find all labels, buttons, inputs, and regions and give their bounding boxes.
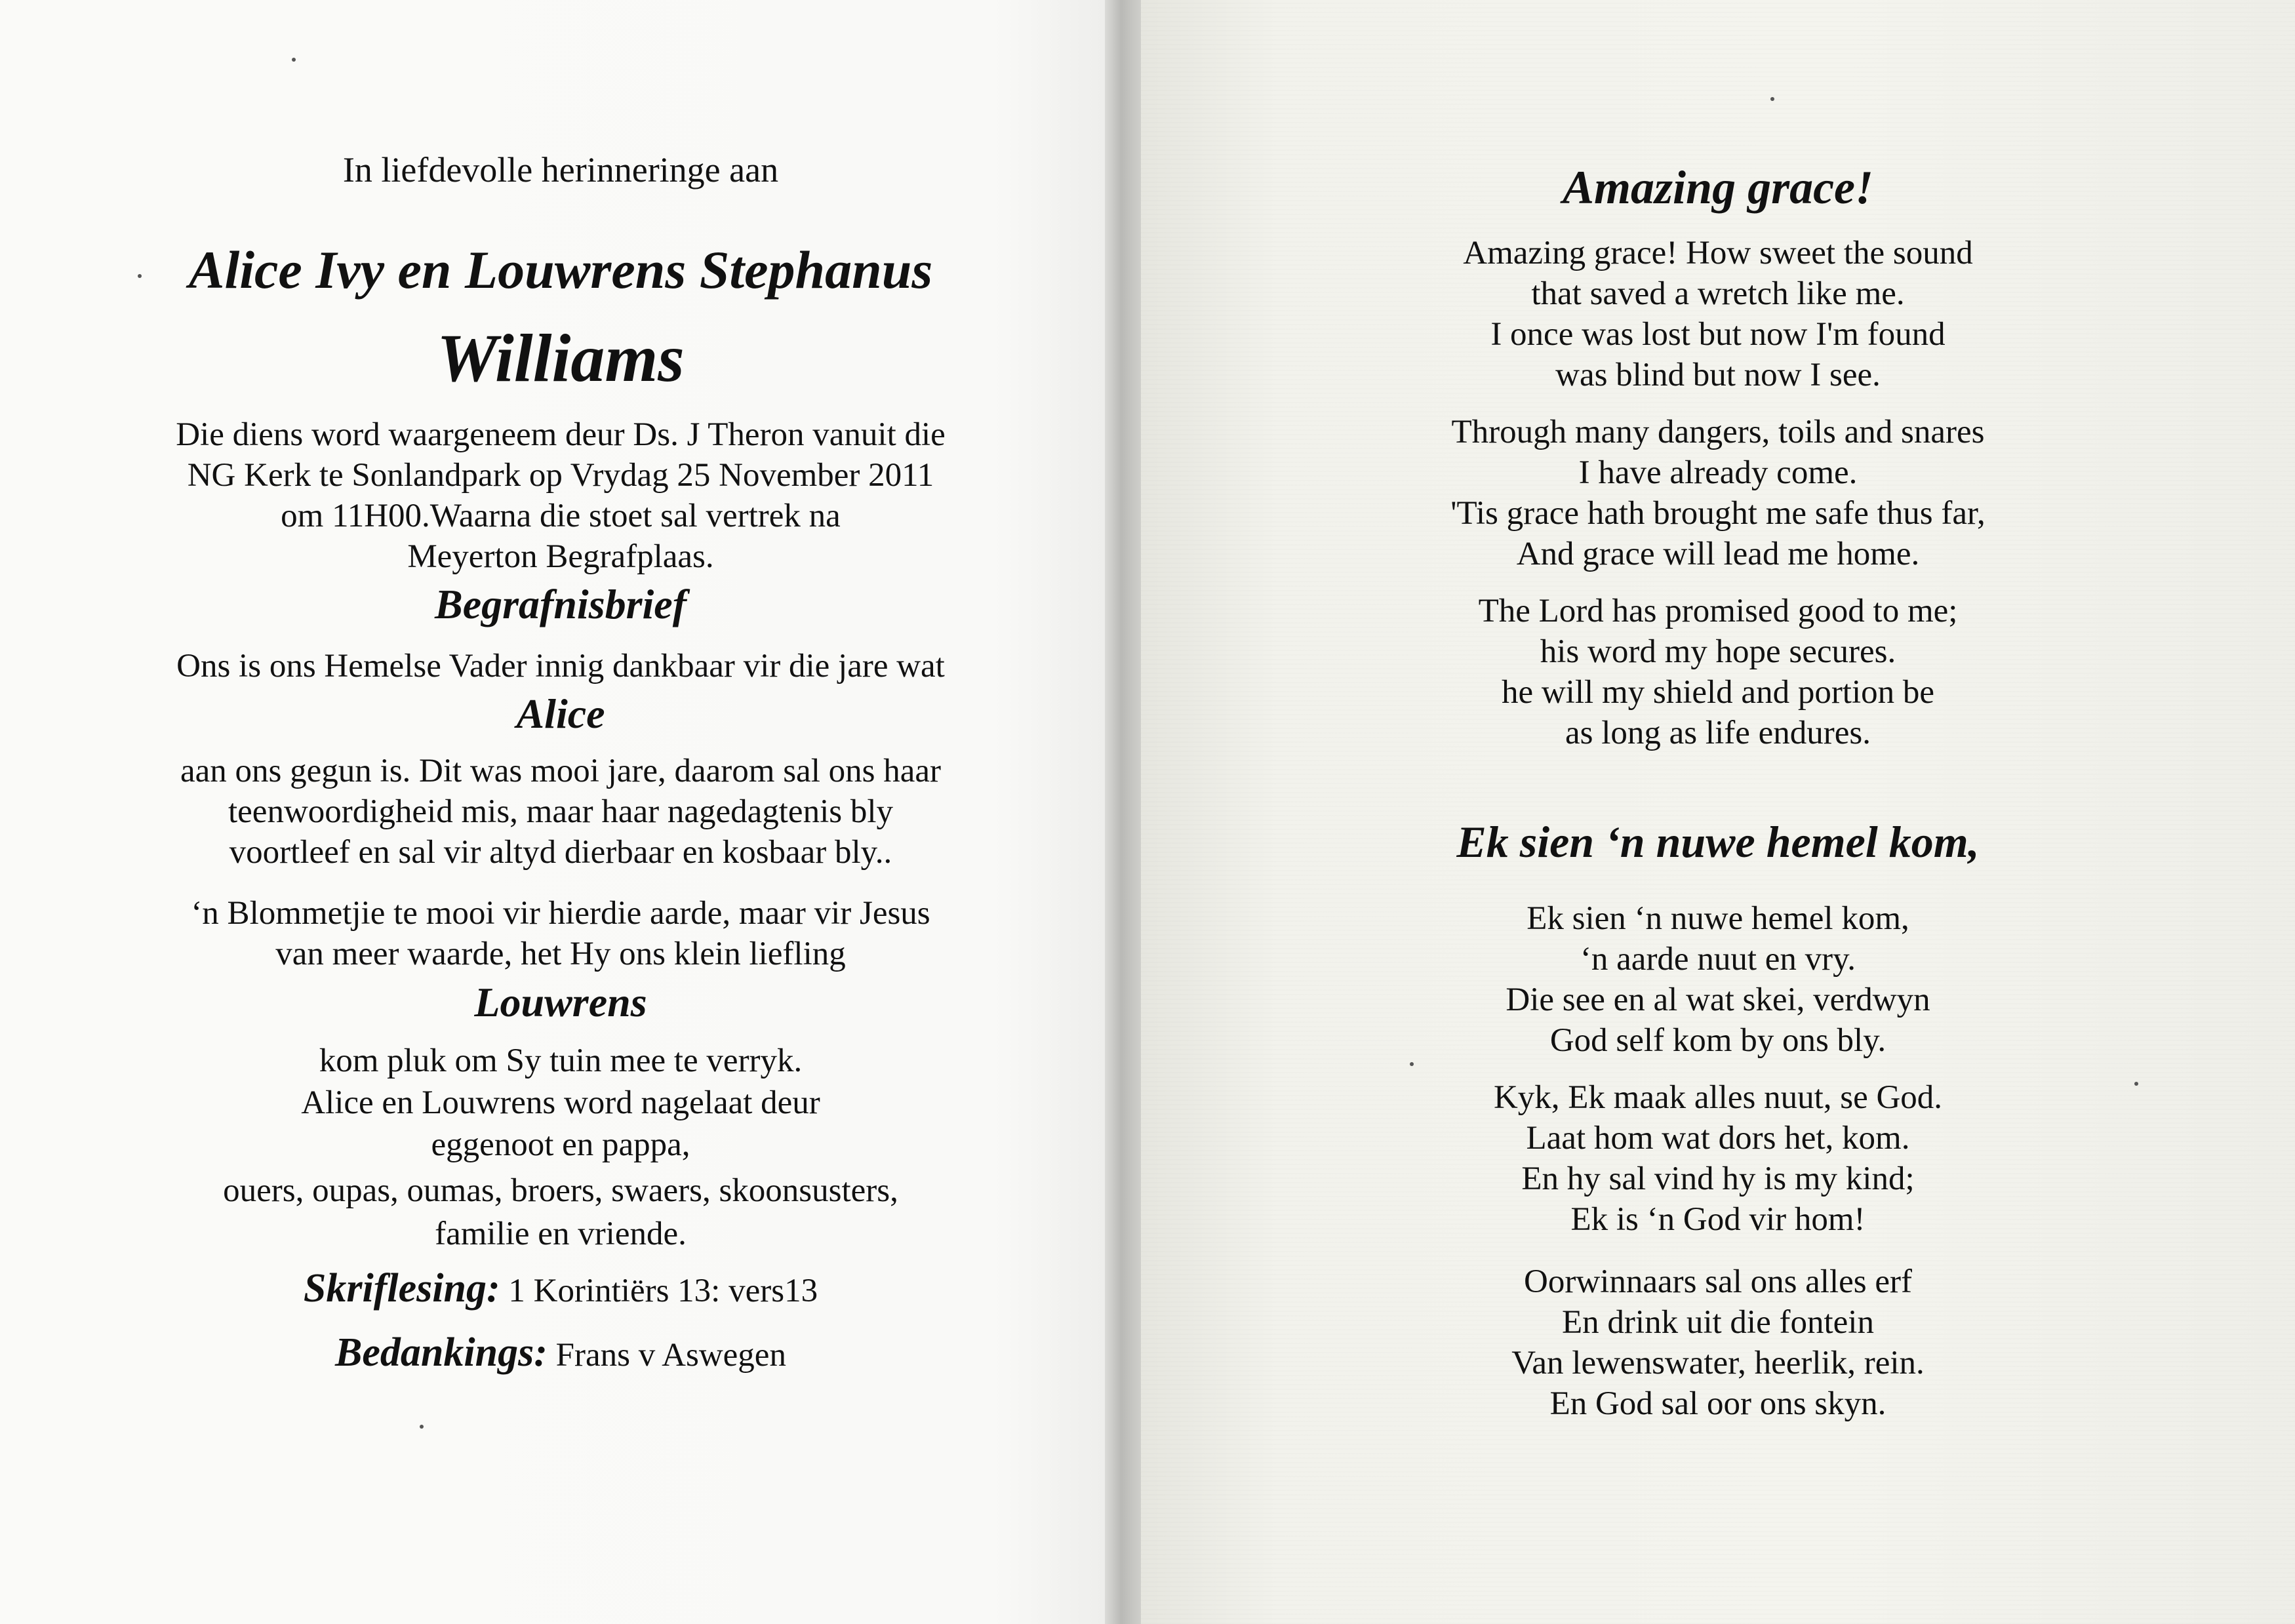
hymn-line: was blind but now I see. (1555, 357, 1881, 393)
hymn1-title: Amazing grace! (1562, 161, 1874, 214)
hymn-line: 'Tis grace hath brought me safe thus far, (1450, 495, 1986, 532)
hymn-line: that saved a wretch like me. (1531, 275, 1905, 312)
thanks-label: Bedankings: (335, 1330, 548, 1375)
hymn-line: God self kom by ons bly. (1549, 1022, 1886, 1059)
letter-line: Alice en Louwrens word nagelaat deur (301, 1084, 820, 1121)
letter-heading: Begrafnisbrief (435, 581, 687, 627)
hymn2-title: Ek sien ‘n nuwe hemel kom, (1456, 817, 1980, 867)
letter-line: ‘n Blommetjie te mooi vir hierdie aarde, maar vir Jesus (191, 895, 930, 932)
hymn-line: he will my shield and portion be (1501, 674, 1935, 711)
left-page (0, 0, 1105, 1624)
letter-line: kom pluk om Sy tuin mee te verryk. (319, 1042, 803, 1079)
hymn-line: ‘n aarde nuut en vry. (1580, 941, 1856, 978)
paper-speck (138, 274, 142, 278)
letter-line: familie en vriende. (435, 1216, 687, 1252)
service-line: om 11H00.Waarna die stoet sal vertrek na (281, 498, 841, 534)
right-page (1141, 0, 2295, 1624)
letter-line: ouers, oupas, oumas, broers, swaers, skoonsusters, (223, 1172, 898, 1209)
letter-line: aan ons gegun is. Dit was mooi jare, daarom sal ons haar (180, 753, 941, 789)
hymn-line: Van lewenswater, heerlik, rein. (1511, 1345, 1925, 1381)
service-line: NG Kerk te Sonlandpark op Vrydag 25 November 2011 (187, 457, 934, 494)
hymn-line: En God sal oor ons skyn. (1549, 1385, 1886, 1422)
hymn-line: En drink uit die fontein (1562, 1304, 1874, 1341)
paper-speck (420, 1425, 424, 1429)
surname-heading: Williams (437, 321, 685, 396)
names-heading: Alice Ivy en Louwrens Stephanus (188, 240, 933, 300)
thanks-value: Frans v Aswegen (555, 1337, 786, 1374)
letter-line: van meer waarde, het Hy ons klein liefling (275, 936, 846, 972)
hymn-line: Through many dangers, toils and snares (1451, 414, 1985, 450)
scripture-value: 1 Korintiërs 13: vers13 (508, 1273, 818, 1309)
hymn-line: And grace will lead me home. (1516, 536, 1920, 572)
hymn-line: as long as life endures. (1565, 715, 1871, 751)
letter-line: eggenoot en pappa, (431, 1126, 690, 1163)
hymn-line: Die see en al wat skei, verdwyn (1506, 981, 1930, 1018)
paper-speck (1410, 1062, 1414, 1066)
hymn-line: I once was lost but now I'm found (1490, 316, 1946, 353)
scripture-line (59, 1268, 1062, 1311)
letter-line: Ons is ons Hemelse Vader innig dankbaar vir die jare wat (176, 648, 945, 684)
name-louwrens: Louwrens (474, 979, 647, 1025)
name-alice: Alice (516, 690, 605, 737)
service-line: Die diens word waargeneem deur Ds. J Theron vanuit die (176, 416, 946, 453)
hymn-line: Ek is ‘n God vir hom! (1570, 1201, 1866, 1238)
hymn-line: his word my hope secures. (1540, 633, 1896, 670)
hymn-line: I have already come. (1578, 454, 1858, 491)
service-line: Meyerton Begrafplaas. (407, 538, 714, 575)
hymn-line: Ek sien ‘n nuwe hemel kom, (1527, 900, 1909, 937)
paper-speck (292, 58, 296, 62)
intro-line: In liefdevolle herinneringe aan (342, 150, 779, 189)
scripture-label: Skriflesing: (303, 1266, 500, 1311)
book-gutter (1105, 0, 1141, 1624)
thanks-line (59, 1332, 1062, 1376)
hymn-line: Amazing grace! How sweet the sound (1463, 235, 1973, 271)
paper-speck (2134, 1082, 2138, 1086)
letter-line: teenwoordigheid mis, maar haar nagedagtenis bly (228, 793, 893, 830)
hymn-line: Oorwinnaars sal ons alles erf (1524, 1263, 1912, 1300)
hymn-line: Kyk, Ek maak alles nuut, se God. (1493, 1079, 1943, 1116)
paper-speck (1770, 97, 1774, 101)
hymn-line: Laat hom wat dors het, kom. (1526, 1120, 1910, 1157)
hymn-line: En hy sal vind hy is my kind; (1521, 1160, 1915, 1197)
letter-line: voortleef en sal vir altyd dierbaar en kosbaar bly.. (229, 834, 892, 871)
hymn-line: The Lord has promised good to me; (1478, 593, 1958, 629)
